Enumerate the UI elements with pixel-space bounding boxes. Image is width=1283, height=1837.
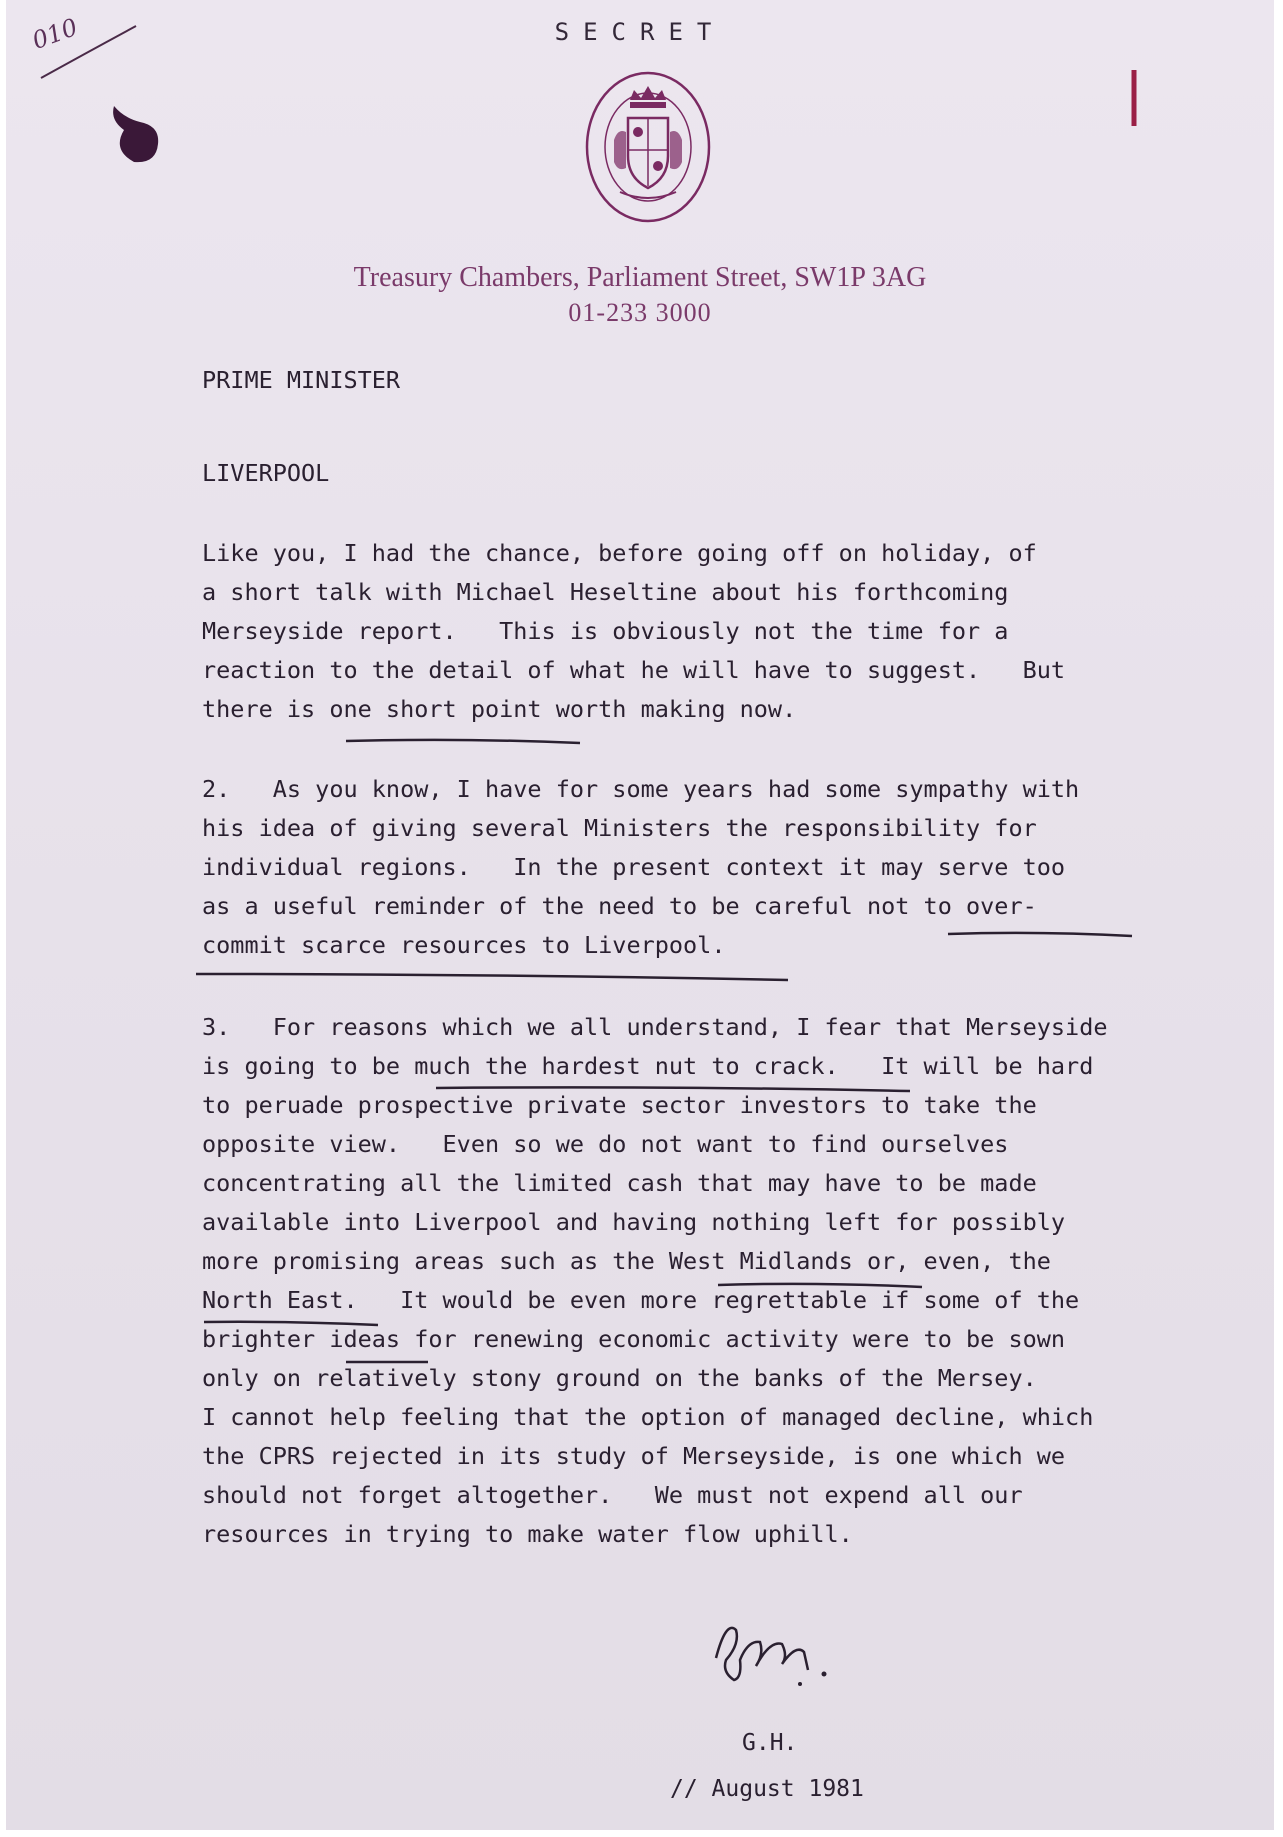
underline-mark [194,968,794,984]
underline-mark [434,1082,914,1096]
body-line: 3. For reasons which we all understand, I fear that Merseyside [202,1013,1108,1041]
subject-heading: LIVERPOOL [202,459,330,487]
handwritten-reference: 010 [28,13,82,55]
body-line: as a useful reminder of the need to be careful not to over- [202,892,1037,920]
body-line: I cannot help feeling that the option of managed decline, which [202,1403,1094,1431]
underline-mark [344,1356,430,1368]
body-line: concentrating all the limited cash that may have to be made [202,1169,1037,1197]
classification-label: SECRET [554,18,726,46]
body-line: brighter ideas for renewing economic activity were to be sown [202,1325,1066,1353]
exchequer-crest-icon [584,70,712,224]
signatory-initials: G.H. [742,1730,798,1756]
body-line: 2. As you know, I have for some years had some sympathy with [202,775,1080,803]
underline-mark [946,926,1136,942]
underline-mark [344,734,584,748]
body-line: commit scarce resources to Liverpool. [202,931,726,959]
letter-date: // August 1981 [670,1776,864,1802]
body-line: individual regions. In the present context it may serve too [202,853,1066,881]
body-line: Like you, I had the chance, before going off on holiday, of [202,539,1037,567]
letterhead-address: Treasury Chambers, Parliament Street, SW1P 3AG [353,262,927,293]
recipient: PRIME MINISTER [202,366,401,394]
body-line: to peruade prospective private sector investors to take the [202,1091,1037,1119]
handwritten-signature [696,1600,846,1690]
body-line: available into Liverpool and having nothing left for possibly [202,1208,1066,1236]
body-line: resources in trying to make water flow uphill. [202,1520,853,1548]
body-line: North East. It would be even more regrettable if some of the [202,1286,1080,1314]
body-line: only on relatively stony ground on the banks of the Mersey. [202,1364,1037,1392]
body-line: is going to be much the hardest nut to crack. It will be hard [202,1052,1094,1080]
underline-mark [716,1278,926,1292]
red-pencil-mark [1124,66,1144,136]
underline-mark [202,1316,382,1330]
document-page [6,0,1274,1830]
letterhead-phone: 01-233 3000 [568,298,712,327]
body-line: should not forget altogether. We must not expend all our [202,1481,1023,1509]
body-line: Merseyside report. This is obviously not the time for a [202,617,1009,645]
body-line: opposite view. Even so we do not want to find ourselves [202,1130,1009,1158]
body-line: a short talk with Michael Heseltine about his forthcoming [202,578,1009,606]
body-line: reaction to the detail of what he will have to suggest. But [202,656,1066,684]
ink-blot-mark [106,100,166,170]
body-line: his idea of giving several Ministers the responsibility for [202,814,1037,842]
body-line: more promising areas such as the West Midlands or, even, the [202,1247,1051,1275]
body-line: the CPRS rejected in its study of Merseyside, is one which we [202,1442,1066,1470]
body-line: there is one short point worth making now. [202,695,797,723]
